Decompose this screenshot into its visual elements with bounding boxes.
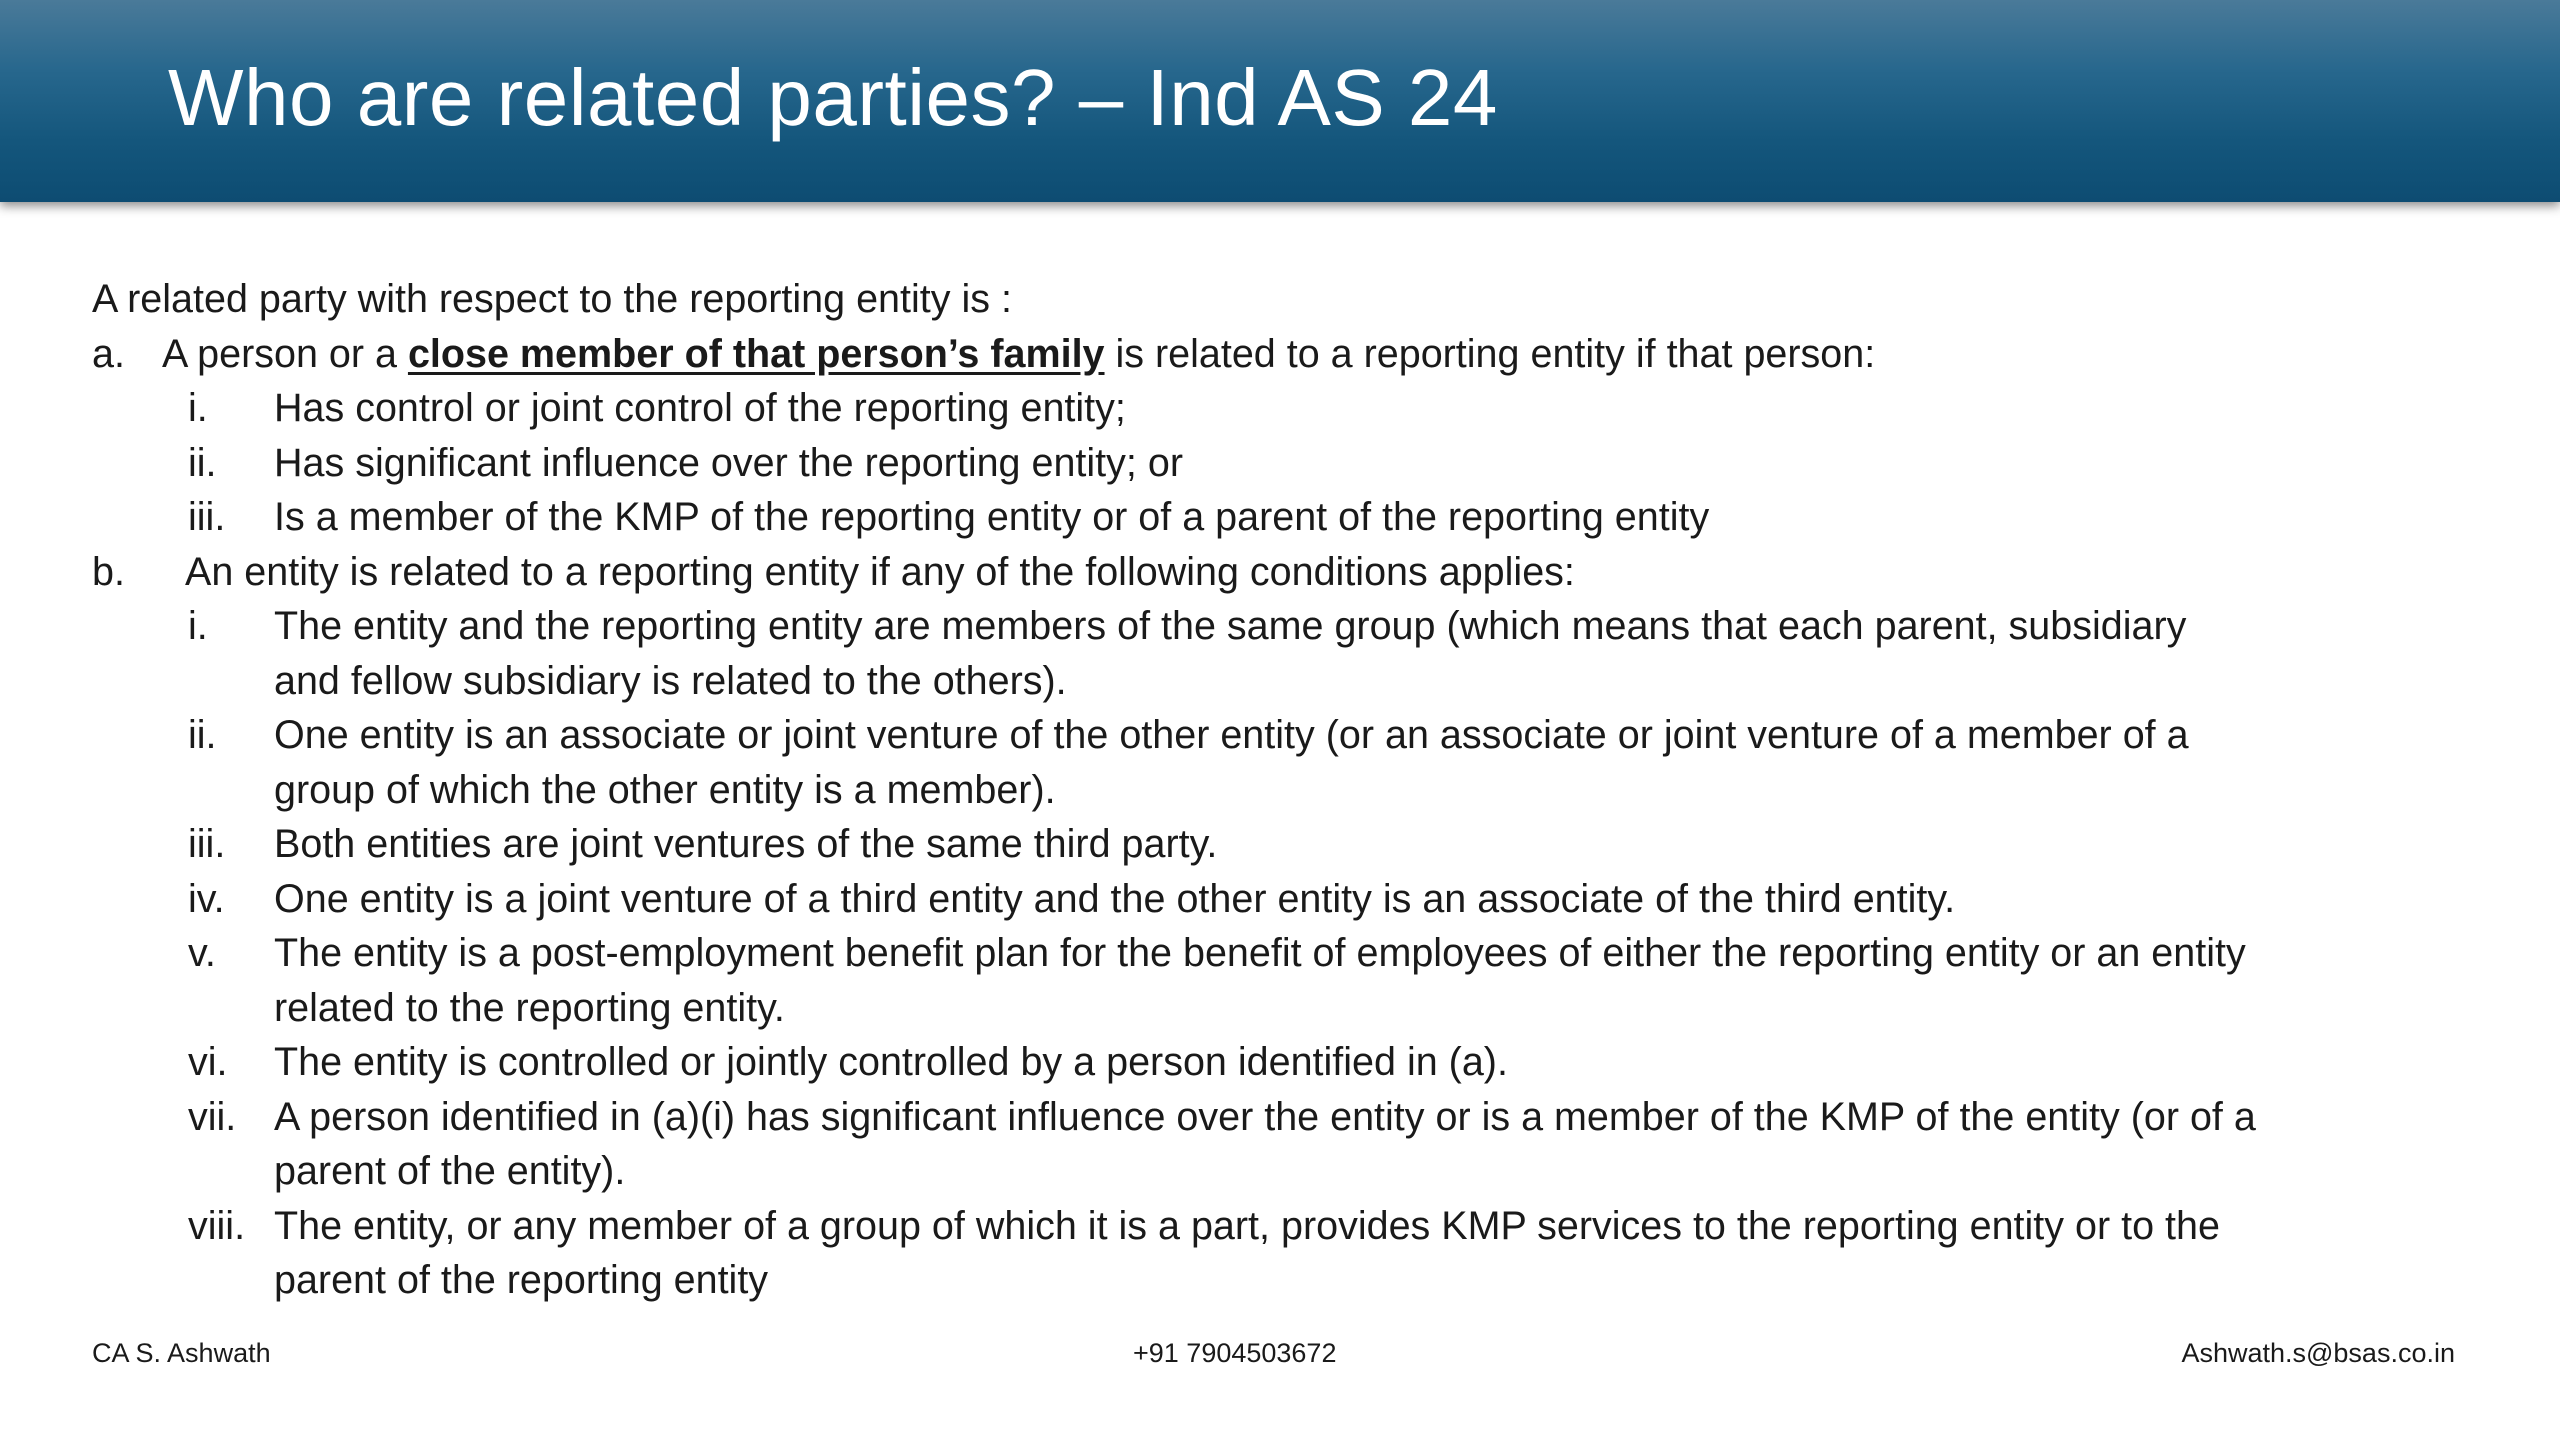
- section-a-marker: a.: [92, 331, 125, 376]
- list-marker: ii.: [188, 440, 217, 485]
- section-b-heading: [92, 545, 2492, 600]
- list-item-text: The entity is a post-employment benefit plan for the benefit of employees of either the reporting entity or an entity: [274, 931, 2246, 975]
- title-bar: [0, 0, 2560, 202]
- section-b-text: An entity is related to a reporting entity if any of the following conditions applies:: [185, 549, 1575, 594]
- section-b-item: [92, 872, 2492, 927]
- footer-email: Ashwath.s@bsas.co.in: [2181, 1338, 2455, 1368]
- section-a-emphasis: close member of that person’s family: [407, 331, 1105, 376]
- section-b-item: [92, 1090, 2492, 1145]
- section-a-text-before: A person or a: [162, 331, 408, 376]
- section-b-item: [92, 1035, 2492, 1090]
- list-item-continuation: group of which the other entity is a member).: [274, 767, 1056, 812]
- section-b-marker: b.: [92, 549, 125, 594]
- list-marker: ii.: [188, 713, 217, 757]
- list-marker: iii.: [188, 495, 226, 539]
- list-item-text: One entity is a joint venture of a third entity and the other entity is an associate of the third entity.: [274, 876, 1956, 921]
- list-item-continuation: related to the reporting entity.: [274, 985, 785, 1030]
- footer-phone: +91 7904503672: [1133, 1338, 1337, 1368]
- list-item-text: Has control or joint control of the reporting entity;: [274, 386, 1126, 430]
- section-b-item: [92, 599, 2492, 654]
- list-item-continuation: parent of the reporting entity: [274, 1258, 769, 1302]
- list-marker: iii.: [188, 822, 226, 866]
- list-item-continuation: parent of the entity).: [274, 1149, 626, 1193]
- footer-presenter-name: CA S. Ashwath: [92, 1338, 271, 1368]
- section-b-item: [92, 817, 2492, 872]
- list-marker: viii.: [188, 1203, 246, 1248]
- section-b-item: [92, 708, 2492, 763]
- list-marker: i.: [188, 386, 208, 430]
- list-item-continuation: and fellow subsidiary is related to the others).: [274, 658, 1067, 703]
- section-b-item: [92, 1199, 2492, 1254]
- list-marker: vi.: [188, 1040, 228, 1084]
- section-a-item: [92, 381, 2492, 436]
- list-item-text: Is a member of the KMP of the reporting entity or of a parent of the reporting entity: [274, 495, 1710, 539]
- section-a-heading: [92, 327, 2492, 382]
- list-item-text: The entity is controlled or jointly controlled by a person identified in (a).: [274, 1040, 1508, 1084]
- slide-title: Who are related parties? – Ind AS 24: [168, 53, 1498, 142]
- list-marker: iv.: [188, 876, 225, 921]
- list-marker: v.: [188, 931, 216, 975]
- intro-text: A related party with respect to the reporting entity is :: [92, 277, 1012, 321]
- list-item-text: Both entities are joint ventures of the same third party.: [274, 822, 1218, 866]
- section-a-item: [92, 436, 2492, 491]
- slide-body: [92, 272, 2492, 1308]
- list-item-text: Has significant influence over the reporting entity; or: [274, 440, 1183, 485]
- list-item-text: The entity and the reporting entity are members of the same group (which means that each parent, subsidiary: [274, 604, 2187, 648]
- list-item-text: One entity is an associate or joint venture of the other entity (or an associate or joint venture of a member of a: [274, 713, 2189, 757]
- list-marker: i.: [188, 604, 208, 648]
- section-a-text-after: is related to a reporting entity if that person:: [1104, 331, 1876, 376]
- list-item-text: A person identified in (a)(i) has significant influence over the entity or is a member of the KMP of the entity (or of a: [274, 1094, 2256, 1139]
- section-a-item: [92, 490, 2492, 545]
- section-b-item: [92, 926, 2492, 981]
- list-item-text: The entity, or any member of a group of which it is a part, provides KMP services to the reporting entity or to the: [274, 1203, 2220, 1248]
- list-marker: vii.: [188, 1094, 237, 1139]
